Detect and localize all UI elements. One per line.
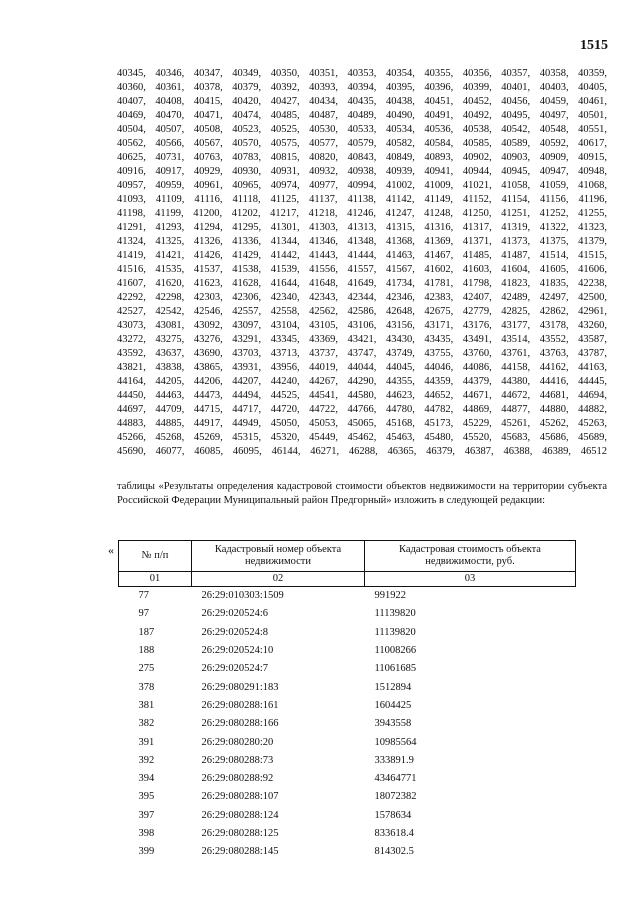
cadastral-value-table: [118, 540, 576, 861]
column-number-02: 02: [192, 572, 365, 587]
table-row: [119, 697, 576, 715]
cadastral-value-cell: 1604425: [374, 699, 412, 711]
table-row: [119, 770, 576, 788]
table-row: [119, 624, 576, 642]
row-number-cell: 97: [138, 608, 149, 620]
cadastral-value-cell: 43464771: [374, 773, 417, 785]
cadastral-number-cell: 26:29:020524:8: [201, 626, 269, 638]
cadastral-number-cell: 26:29:020524:7: [201, 663, 269, 675]
number-list-line: 40407, 40408, 40415, 40420, 40427, 40434, 40435, 40438, 40451, 40452, 40456, 40459, 40461,: [117, 96, 607, 107]
table-row: [119, 587, 576, 606]
cadastral-value-cell: 1512894: [374, 681, 412, 693]
row-number-cell: 394: [138, 773, 155, 785]
cadastral-value-cell: 11061685: [374, 663, 417, 675]
row-number-cell: 397: [138, 809, 155, 821]
number-list-line: 40360, 40361, 40378, 40379, 40392, 40393, 40394, 40395, 40396, 40399, 40401, 40403, 40405,: [117, 82, 607, 93]
row-number-cell: 77: [138, 590, 149, 602]
row-number-cell: 398: [138, 828, 155, 839]
number-list-line: 41198, 41199, 41200, 41202, 41217, 41218, 41246, 41247, 41248, 41250, 41251, 41252, 41255,: [117, 208, 607, 219]
number-list-line: 43073, 43081, 43092, 43097, 43104, 43105, 43106, 43156, 43171, 43176, 43177, 43178, 43260,: [117, 320, 607, 331]
number-list-line: 40957, 40959, 40961, 40965, 40974, 40977, 40994, 41002, 41009, 41021, 41058, 41059, 41068,: [117, 180, 607, 191]
cadastral-value-cell: 333891.9: [374, 754, 414, 766]
cadastral-number-cell: 26:29:080291:183: [201, 681, 279, 693]
number-list-line: 40345, 40346, 40347, 40349, 40350, 40351, 40353, 40354, 40355, 40356, 40357, 40358, 40359,: [117, 68, 607, 79]
cadastral-value-cell: 11139820: [374, 626, 416, 638]
number-list-line: 45690, 46077, 46085, 46095, 46144, 46271, 46288, 46365, 46379, 46387, 46388, 46389, 46512: [117, 446, 607, 457]
number-list-line: 44697, 44709, 44715, 44717, 44720, 44722, 44766, 44780, 44782, 44869, 44877, 44880, 44882,: [117, 404, 607, 415]
number-list-line: 40916, 40917, 40929, 40930, 40931, 40932, 40938, 40939, 40941, 40944, 40945, 40947, 40948,: [117, 166, 607, 177]
column-number-03: 03: [365, 572, 576, 587]
cadastral-value-cell: 991922: [374, 590, 406, 602]
amendment-intro-text: таблицы «Результаты определения кадастровой стоимости объектов недвижимости на территории субъекта Российской Федерации Муниципальный район Предгорный» изложить в следующей редакции:: [117, 481, 607, 506]
number-list-line: 41419, 41421, 41426, 41429, 41442, 41443, 41444, 41463, 41467, 41485, 41487, 41514, 41515,: [117, 250, 607, 261]
cadastral-number-cell: 26:29:020524:10: [201, 645, 274, 657]
table-row: [119, 605, 576, 623]
number-list-line: 44883, 44885, 44917, 44949, 45050, 45053, 45065, 45168, 45173, 45229, 45261, 45262, 45263,: [117, 418, 607, 429]
table-row: [119, 660, 576, 678]
cadastral-number-cell: 26:29:080288:107: [201, 791, 279, 803]
number-list-line: 45266, 45268, 45269, 45315, 45320, 45449, 45462, 45463, 45480, 45520, 45683, 45686, 45689,: [117, 432, 607, 443]
cadastral-value-cell: 18072382: [374, 791, 417, 803]
table-row: [119, 642, 576, 660]
cadastral-number-cell: 26:29:020524:6: [201, 608, 269, 620]
number-list-line: 43272, 43275, 43276, 43291, 43345, 43369, 43421, 43430, 43435, 43491, 43514, 43552, 43587,: [117, 334, 607, 345]
cadastral-number-cell: 26:29:080288:124: [201, 809, 279, 821]
number-list-line: 44450, 44463, 44473, 44494, 44525, 44541, 44580, 44623, 44652, 44671, 44672, 44681, 44694,: [117, 390, 607, 401]
cadastral-value-table-container: [108, 540, 576, 861]
number-list-line: 40469, 40470, 40471, 40474, 40485, 40487, 40489, 40490, 40491, 40492, 40495, 40497, 40501,: [117, 110, 607, 121]
number-list-line: 43821, 43838, 43865, 43931, 43956, 44019, 44044, 44045, 44046, 44086, 44158, 44162, 44163,: [117, 362, 607, 373]
row-number-cell: 187: [138, 626, 155, 638]
number-list-line: 40562, 40566, 40567, 40570, 40575, 40577, 40579, 40582, 40584, 40585, 40589, 40592, 40617,: [117, 138, 607, 149]
table-column-number-row: [119, 572, 576, 587]
cadastral-number-cell: 26:29:080288:145: [201, 846, 279, 858]
number-list-line: 42292, 42298, 42303, 42306, 42340, 42343, 42344, 42346, 42383, 42407, 42489, 42497, 42500,: [117, 292, 607, 303]
table-body: [119, 587, 576, 862]
number-list-line: 40504, 40507, 40508, 40523, 40525, 40530, 40533, 40534, 40536, 40538, 40542, 40548, 40551,: [117, 124, 607, 135]
number-list-line: 41324, 41325, 41326, 41336, 41344, 41346, 41348, 41368, 41369, 41371, 41373, 41375, 41379,: [117, 236, 607, 247]
number-list-line: 41607, 41620, 41623, 41628, 41644, 41648, 41649, 41734, 41781, 41798, 41823, 41835, 42238,: [117, 278, 607, 289]
cadastral-value-cell: 833618.4: [374, 828, 414, 839]
row-number-cell: 399: [138, 846, 155, 858]
table-row: [119, 752, 576, 770]
table-row: [119, 733, 576, 751]
table-row: [119, 715, 576, 733]
cadastral-number-cell: 26:29:080288:125: [201, 828, 279, 839]
number-list-line: 41291, 41293, 41294, 41295, 41301, 41303, 41313, 41315, 41316, 41317, 41319, 41322, 41323,: [117, 222, 607, 233]
cadastral-number-cell: 26:29:080288:161: [201, 699, 279, 711]
cadastral-number-cell: 26:29:080288:92: [201, 773, 274, 785]
number-list-line: 43592, 43637, 43690, 43703, 43713, 43737, 43747, 43749, 43755, 43760, 43761, 43763, 43787,: [117, 348, 607, 359]
number-list-line: 42527, 42542, 42546, 42557, 42558, 42562, 42586, 42648, 42675, 42779, 42825, 42862, 42961,: [117, 306, 607, 317]
cadastral-value-cell: 814302.5: [374, 846, 414, 858]
row-number-cell: 275: [138, 663, 155, 675]
cadastral-value-cell: 10985564: [374, 736, 417, 748]
row-number-cell: 378: [138, 681, 155, 693]
cadastral-number-cell: 26:29:080280:20: [201, 736, 274, 748]
cadastral-number-cell: 26:29:080288:73: [201, 754, 274, 766]
table-row: [119, 788, 576, 806]
opening-quote-mark: «: [108, 543, 114, 557]
header-row-number: № п/п: [119, 541, 192, 572]
cadastral-value-cell: 1578634: [374, 809, 412, 821]
cadastral-number-cell: 26:29:080288:166: [201, 718, 279, 730]
number-list-line: 40625, 40731, 40763, 40783, 40815, 40820, 40843, 40849, 40893, 40902, 40903, 40909, 40915,: [117, 152, 607, 163]
row-number-cell: 391: [138, 736, 155, 748]
row-number-cell: 381: [138, 699, 155, 711]
cadastral-value-cell: 11139820: [374, 608, 416, 620]
row-number-cell: 392: [138, 754, 155, 766]
row-number-cell: 382: [138, 718, 155, 730]
row-number-cell: 395: [138, 791, 155, 803]
header-cadastral-number: Кадастровый номер объекта недвижимости: [192, 541, 365, 572]
header-cadastral-value: Кадастровая стоимость объекта недвижимости, руб.: [365, 541, 576, 572]
cadastral-value-cell: 11008266: [374, 645, 417, 657]
cadastral-number-cell: 26:29:010303:1509: [201, 590, 284, 602]
table-row: [119, 678, 576, 696]
object-number-list: [117, 67, 607, 459]
table-row: [119, 807, 576, 825]
row-number-cell: 188: [138, 645, 155, 657]
table-row: [119, 843, 576, 861]
page-number: 1515: [580, 38, 608, 53]
table-header-row: [119, 541, 576, 572]
number-list-line: 41516, 41535, 41537, 41538, 41539, 41556, 41557, 41567, 41602, 41603, 41604, 41605, 41606,: [117, 264, 607, 275]
number-list-line: 41093, 41109, 41116, 41118, 41125, 41137, 41138, 41142, 41149, 41152, 41154, 41156, 41196,: [117, 194, 607, 205]
table-row: [119, 825, 576, 843]
cadastral-value-cell: 3943558: [374, 718, 412, 730]
column-number-01: 01: [119, 572, 192, 587]
number-list-line: 44164, 44205, 44206, 44207, 44240, 44267, 44290, 44355, 44359, 44379, 44380, 44416, 44445,: [117, 376, 607, 387]
